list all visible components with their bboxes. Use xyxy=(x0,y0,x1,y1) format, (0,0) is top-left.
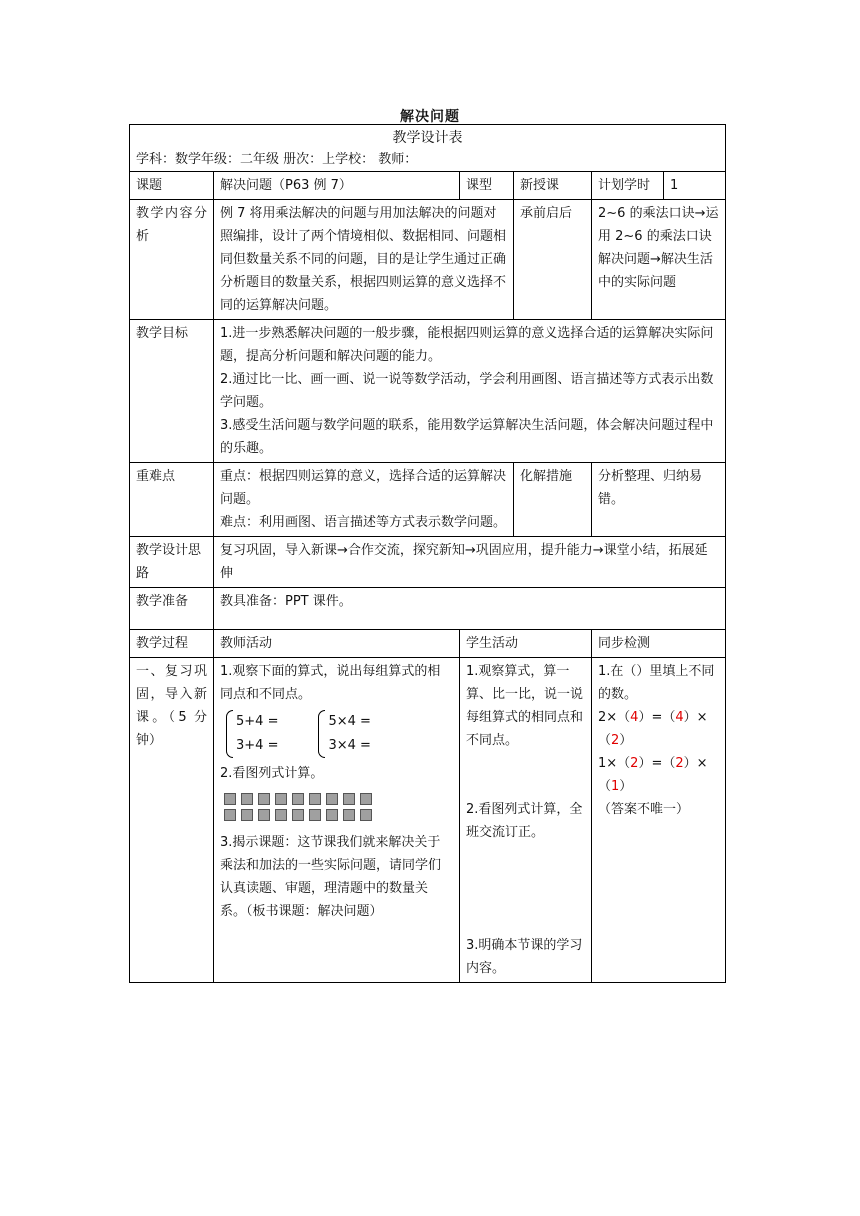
topic-label: 课题 xyxy=(130,172,214,200)
brace-icon xyxy=(318,710,325,758)
content-text: 例 7 将用乘法解决的问题与用加法解决的问题对照编排，设计了两个情境相似、数据相同、问题相同但数量关系不同的问题，目的是让学生通过正确分析题目的数量关系，根据四则运算的意义选择不同的运算解决问题。 xyxy=(214,200,514,320)
measure-text: 分析整理、归纳易错。 xyxy=(592,463,726,537)
grid-square xyxy=(309,809,321,821)
answer-value: 1 xyxy=(611,779,620,794)
grid-square xyxy=(241,793,253,805)
grid-square xyxy=(292,809,304,821)
content-label: 教学内容分析 xyxy=(130,200,214,320)
grid-square xyxy=(258,793,270,805)
measure-label: 化解措施 xyxy=(514,463,592,537)
addition-formula-group xyxy=(226,710,278,758)
grid-square xyxy=(360,809,372,821)
teacher-step-1: 1.观察下面的算式，说出每组算式的相同点和不同点。 xyxy=(220,664,441,702)
teacher-activity xyxy=(214,658,460,983)
document-title: 解决问题 xyxy=(400,109,460,125)
multiplication-formula-group xyxy=(318,710,370,758)
key-text xyxy=(214,463,514,537)
formula-line: 3×4 = xyxy=(328,738,371,753)
topic-value: 解决问题（P63 例 7） xyxy=(214,172,460,200)
process-header-row xyxy=(130,630,726,658)
prep-label: 教学准备 xyxy=(130,588,214,630)
type-value: 新授课 xyxy=(514,172,592,200)
student-step-1: 1.观察算式，算一算、比一比，说一说每组算式的相同点和不同点。 xyxy=(466,664,584,748)
meta-line: 学科：数学年级：二年级 册次：上学校： 教师： xyxy=(136,152,418,167)
design-row xyxy=(130,537,726,588)
design-label: 教学设计思路 xyxy=(130,537,214,588)
content-row xyxy=(130,200,726,320)
formula-pair xyxy=(226,710,453,758)
process-header-stage: 教学过程 xyxy=(130,630,214,658)
answer-value: 2 xyxy=(675,756,684,771)
goals-list xyxy=(214,320,726,463)
answer-value: 4 xyxy=(675,710,684,725)
difficulty-point: 难点：利用画图、语言描述等方式表示数学问题。 xyxy=(220,515,507,530)
grid-square xyxy=(224,809,236,821)
hours-label: 计划学时 xyxy=(592,172,664,200)
prep-text: 教具准备：PPT 课件。 xyxy=(214,588,726,630)
student-step-3: 3.明确本节课的学习内容。 xyxy=(466,938,583,976)
teacher-step-2: 2.看图列式计算。 xyxy=(220,766,324,781)
key-point: 重点：根据四则运算的意义，选择合适的运算解决问题。 xyxy=(220,469,507,507)
teacher-step-3: 3.揭示课题：这节课我们就来解决关于乘法和加法的一些实际问题，请同学们认真读题、审题，理清题中的数量关系。（板书课题：解决问题） xyxy=(220,835,442,919)
grid-square xyxy=(326,793,338,805)
grid-square xyxy=(275,793,287,805)
process-row xyxy=(130,658,726,983)
grid-square xyxy=(343,809,355,821)
grid-square xyxy=(360,793,372,805)
design-text: 复习巩固，导入新课→合作交流，探究新知→巩固应用，提升能力→课堂小结，拓展延伸 xyxy=(214,537,726,588)
check-equation-1: 2×（4）=（4）×（2） xyxy=(598,710,708,748)
grid-square xyxy=(258,809,270,821)
grid-square xyxy=(292,793,304,805)
goal-item: 2.通过比一比、画一画、说一说等数学活动，学会利用画图、语言描述等方式表示出数学问题。 xyxy=(220,372,714,410)
sync-check xyxy=(592,658,726,983)
answer-value: 2 xyxy=(630,756,639,771)
grid-square xyxy=(275,809,287,821)
prep-row xyxy=(130,588,726,630)
check-intro: 1.在（）里填上不同的数。 xyxy=(598,664,715,702)
answer-value: 4 xyxy=(630,710,639,725)
process-header-student: 学生活动 xyxy=(460,630,592,658)
goals-row xyxy=(130,320,726,463)
table-title-row xyxy=(130,125,726,172)
formula-line: 5+4 = xyxy=(236,714,279,729)
key-label: 重难点 xyxy=(130,463,214,537)
check-note: （答案不唯一） xyxy=(598,802,690,817)
topic-row xyxy=(130,172,726,200)
square-grid-figure xyxy=(224,793,453,821)
formula-line: 5×4 = xyxy=(328,714,371,729)
goals-label: 教学目标 xyxy=(130,320,214,463)
check-equation-2: 1×（2）=（2）×（1） xyxy=(598,756,708,794)
stage-text: 一、复习巩固，导入新课。（5 分钟） xyxy=(130,658,214,983)
type-label: 课型 xyxy=(460,172,514,200)
link-text: 2~6 的乘法口诀→运用 2~6 的乘法口诀解决问题→解决生活中的实际问题 xyxy=(592,200,726,320)
link-label: 承前启后 xyxy=(514,200,592,320)
lesson-design-table xyxy=(129,124,726,983)
brace-icon xyxy=(226,710,233,758)
process-header-check: 同步检测 xyxy=(592,630,726,658)
key-points-row xyxy=(130,463,726,537)
hours-value: 1 xyxy=(664,172,726,200)
goal-item: 1.进一步熟悉解决问题的一般步骤，能根据四则运算的意义选择合适的运算解决实际问题，提高分析问题和解决问题的能力。 xyxy=(220,326,714,364)
student-step-2: 2.看图列式计算，全班交流订正。 xyxy=(466,802,583,840)
grid-square xyxy=(224,793,236,805)
answer-value: 2 xyxy=(611,733,620,748)
student-activity xyxy=(460,658,592,983)
grid-square xyxy=(309,793,321,805)
table-title: 教学设计表 xyxy=(392,130,463,146)
grid-square xyxy=(241,809,253,821)
formula-line: 3+4 = xyxy=(236,738,279,753)
grid-square xyxy=(326,809,338,821)
process-header-teacher: 教师活动 xyxy=(214,630,460,658)
grid-square xyxy=(343,793,355,805)
goal-item: 3.感受生活问题与数学问题的联系，能用数学运算解决生活问题，体会解决问题过程中的乐趣。 xyxy=(220,418,714,456)
